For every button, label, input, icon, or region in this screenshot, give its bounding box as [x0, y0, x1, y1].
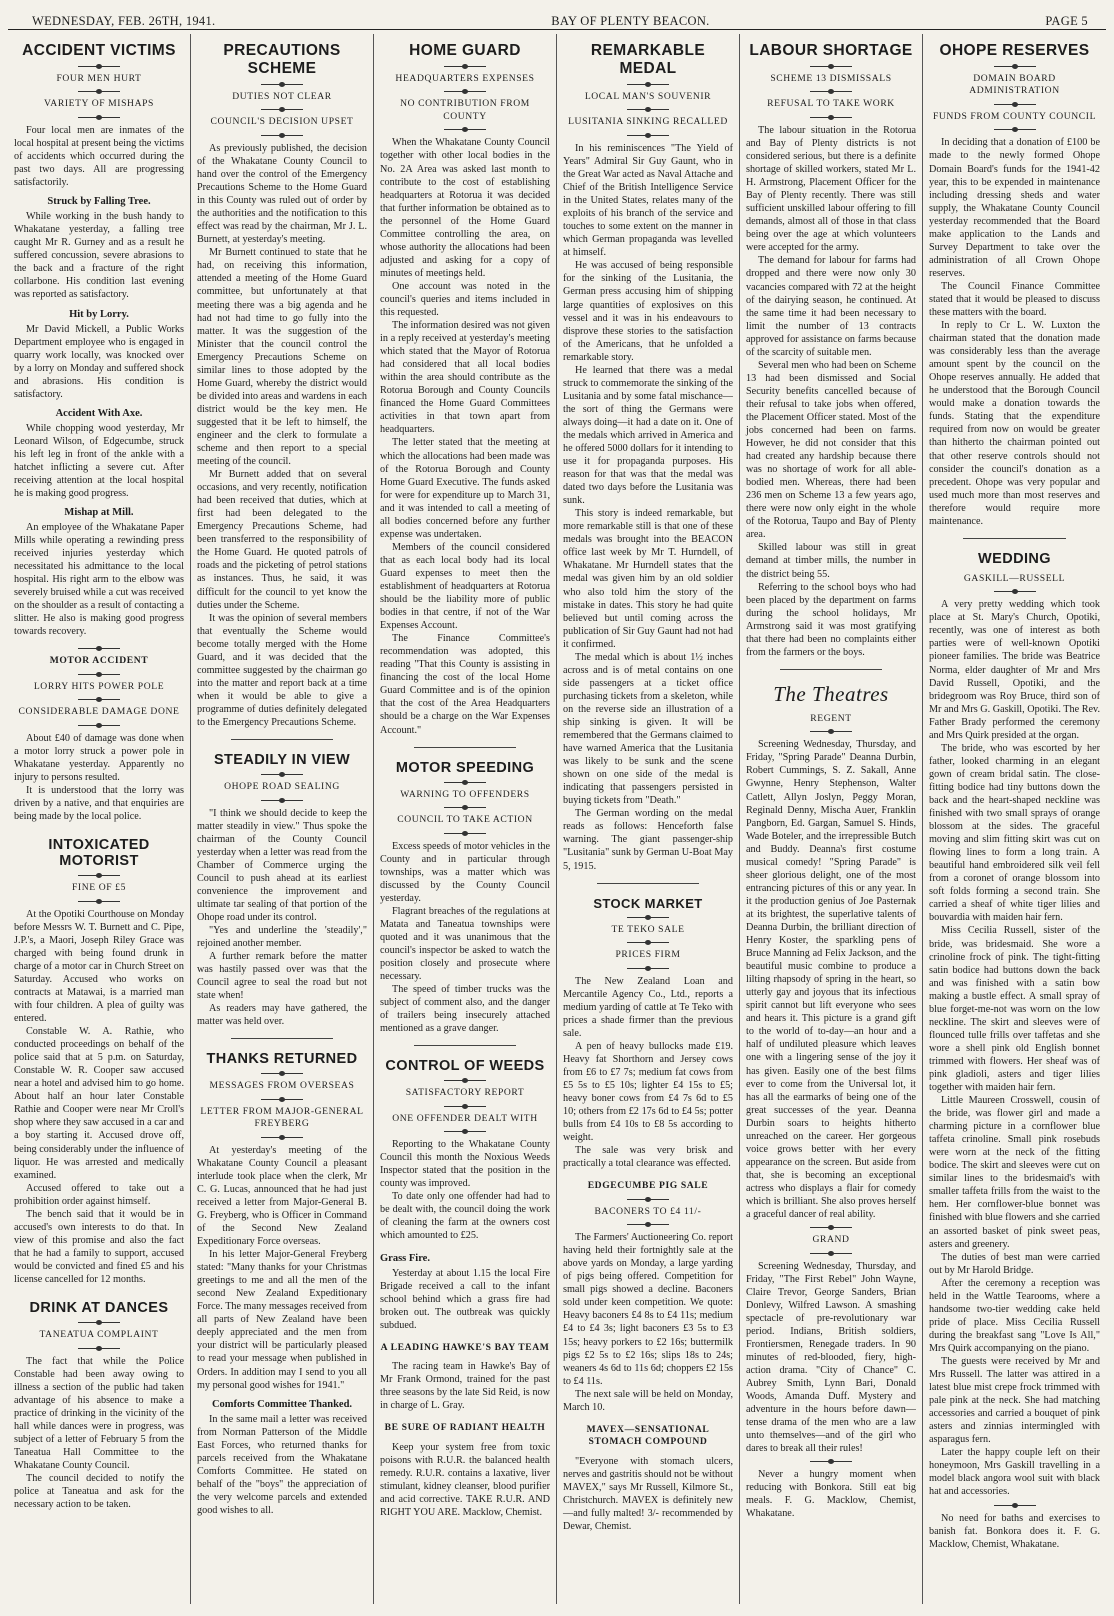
subheading: DUTIES NOT CLEAR	[232, 91, 332, 102]
subheading: ONE OFFENDER DEALT WITH	[392, 1112, 538, 1124]
paragraph: The bride, who was escorted by her father, looked charming in an elegant gown of cream bridal satin. The close-fitting bodice had tiny buttons down the back and the heart-shaped neckline was finished with two small sprays of orange blossom at the sides. The graceful moving and slim fitting skirt was cut on flowing lines to form a long train. A beautiful hand embroidered silk veil fell from a coronet of orange blossom into soft folds forming a second train. She carried a sheaf of white tiger lilies and bouvardia with maiden hair fern.	[929, 742, 1100, 924]
paragraph: Referring to the school boys who had been placed by the department on farms during the school holidays, Mr Armstrong said it was most gratifying that there had been no complaints either from the farmers or the boys.	[746, 581, 916, 658]
paragraph: Reporting to the Whakatane County Council this month the Noxious Weeds Inspector stated that the position in the county was improved.	[380, 1139, 550, 1190]
divider	[627, 968, 669, 969]
article-title: ACCIDENT VICTIMS	[22, 42, 176, 59]
column-1	[8, 34, 191, 1604]
divider	[810, 117, 852, 118]
divider	[627, 942, 669, 943]
paragraph: In his reminiscences "The Yield of Years" Admiral Sir Guy Gaunt, who in the Great War acted as Naval Attache and Chief of the British Intelligence Service in the United States, relates many of the exploits of his branch of the service and touches to some extent on the manner in which German propaganda was levelled at himself.	[563, 142, 733, 259]
paragraph: This story is indeed remarkable, but more remarkable still is that one of these medals was brought into the BEACON office last week by Mr T. Hurndell, of Whakatane. Mr Hurndell states that the medal was given him by an old soldier who also told him the story of the mistake in dates. This story he had quite believed but until coming across the publication of Sir Guy Gaunt had not had it confirmed.	[563, 508, 733, 650]
section-heading: Struck by Falling Tree.	[47, 196, 151, 208]
article-title: MAVEX—SENSATIONAL STOMACH COMPOUND	[586, 1423, 710, 1448]
paragraph: While working in the bush handy to Whakatane yesterday, a falling tree caught Mr R. Gurney and as a result he suffered concussion, severe abrasions to the back and a fracture of the right collarbone. His condition last evening was reported as satisfactory.	[14, 211, 184, 301]
subheading: BACONERS TO £4 11/-	[594, 1205, 702, 1217]
article-title: EDGECUMBE PIG SALE	[587, 1180, 709, 1192]
divider	[261, 774, 303, 775]
paragraph: A pen of heavy bullocks made £19. Heavy fat Shorthorn and Jersey cows from £6 to £7 7s; medium fat cows from £5 5s to £5 10s; lighter £4 15s to £5; heavy boner cows from £4 7s 6d to £5 10; others from £2 17s 6d to £4 5s; potter bulls from £4 10s to £8 5s according to weight.	[563, 1040, 733, 1144]
divider	[78, 91, 120, 92]
paragraph: It is understood that the lorry was driven by a native, and that enquiries are being made by the local police.	[14, 785, 184, 823]
divider	[444, 833, 486, 834]
divider	[78, 699, 120, 700]
columns	[8, 34, 1106, 1604]
paragraph: The guests were received by Mr and Mrs Russell. The latter was attired in a latest blue mist crepe frock trimmed with pale pink at the neck. She had matching accessories and carried a bouquet of pink asters and zinnias intermingled with asparagus fern.	[929, 1356, 1100, 1446]
paragraph: The fact that while the Police Constable had been away owing to illness a section of the public had taken advantage of his absence to make a practice of drinking in the vicinity of the hall while dances were in progress, was subject of a letter of February 5 from the Taneatua Hall Committee to the Whakatane County Council.	[14, 1355, 184, 1471]
advert-mavex	[563, 1424, 733, 1533]
paragraph: The letter stated that the meeting at which the allocations had been made was of the Rotorua Borough and County Home Guard Executive. The funds asked for were for expenditure up to March 31, and it was intended to call a meeting of all bodies concerned before any further expense was undertaken.	[380, 437, 550, 540]
article-title: MOTOR ACCIDENT	[49, 655, 149, 667]
divider	[994, 66, 1036, 67]
section-heading: Accident With Axe.	[55, 407, 143, 419]
issue-date: WEDNESDAY, FEB. 26TH, 1941.	[32, 14, 216, 28]
paragraph: Mr David Mickell, a Public Works Department employee who is engaged in quarry work locally, was knocked over by a lorry on Monday and suffered shock and abrasions. His condition is satisfactory.	[14, 323, 184, 400]
divider	[444, 807, 486, 808]
subheading: REFUSAL TO TAKE WORK	[767, 98, 895, 110]
divider	[444, 1080, 486, 1081]
advert-radiant-health	[380, 1422, 550, 1519]
article-home-guard	[380, 38, 550, 737]
page-number: PAGE 5	[1045, 14, 1088, 28]
article-title: REMARKABLE MEDAL	[590, 42, 706, 77]
section-heading: Grass Fire.	[380, 1252, 430, 1264]
subheading: COUNCIL TO TAKE ACTION	[397, 814, 533, 826]
paragraph: The German wording on the medal reads as follows: Henceforth false warning. The giant passenger-ship "Lusitania" sunk by German U-Boat May 5, 1915.	[563, 808, 733, 872]
paragraph: The Council Finance Committee stated that it would be pleased to discuss these matters with the board.	[929, 280, 1100, 319]
separator	[963, 538, 1066, 539]
paper-title: BAY OF PLENTY BEACON.	[551, 14, 710, 28]
paragraph: Excess speeds of motor vehicles in the County and in particular through townships, was a matter which was discussed by the County Council yesterday.	[380, 840, 550, 904]
divider	[261, 1073, 303, 1074]
article-edgecumbe-pig-sale	[563, 1180, 733, 1414]
paragraph: "Everyone with stomach ulcers, nerves and gastritis should not be without MAVEX," says Mr Russell, Kilmore St., Christchurch. MAVEX is definitely new—and fully malted! 3/- recommended by Dewar, Chemist.	[563, 1455, 733, 1532]
paragraph: The bench said that it would be in accused's own interests to do that. In view of this promise and also the fact that he had a family to support, accused would be convicted and fined £5 and his license cancelled for 12 months.	[14, 1208, 184, 1285]
paragraph: The racing team in Hawke's Bay of Mr Frank Ormond, trained for the past three seasons by the late Sid Reid, is now in charge of L. Gray.	[380, 1361, 550, 1412]
divider	[627, 917, 669, 918]
subheading: LUSITANIA SINKING RECALLED	[568, 116, 728, 128]
paragraph: Several men who had been on Scheme 13 had been dismissed and Social Security benefits cancelled because of their refusal to take jobs when offered, the Placement Officer stated. Most of the jobs concerned had been on farms. However, he did not consider that this had created any hardship because there was no shortage of work for all able-bodied men. Whereas, there had been 236 men on Scheme 13 a few years ago, there were now only eight in the whole of the Rotorua, Taupo and Bay of Plenty area.	[746, 359, 916, 541]
article-title: LABOUR SHORTAGE	[749, 42, 913, 59]
divider	[444, 782, 486, 783]
paragraph: As readers may have gathered, the matter was held over.	[197, 1003, 367, 1028]
paragraph: It was the opinion of several members that eventually the Scheme would become totally merged with the Home Guard, and it was decided that the committee suggested by the chairman go into the matter and report back at a time when it would be able to give a programme of duties definitely delegated to the Emergency Precautions Scheme.	[197, 612, 367, 728]
article-title: THANKS RETURNED	[206, 1051, 358, 1068]
subheading: FINE OF £5	[72, 882, 126, 894]
divider	[810, 1461, 852, 1462]
divider	[810, 731, 852, 732]
paragraph: Miss Cecilia Russell, sister of the bride, was bridesmaid. She wore a crinoline frock of pink. The tight-fitting satin bodice had buttons down the back and was finished with a satin bow making a bustle effect. A small spray of blue forget-me-not was worn on the low neckline. The skirt and sleeves were of flounced tulle frills over taffetas and she wore a shell pink old English bonnet trimmed with flowers. Her sheaf was of pink gladioli, asters and tiger lilies together with maiden hair fern.	[929, 925, 1100, 1094]
article-precautions-scheme	[197, 38, 367, 729]
paragraph: When the Whakatane County Council together with other local bodies in the No. 2A Area was asked last month to contribute to the cost of establishing headquarters at Rotorua it was decided that further information be obtained as to the personnel of the Home Guard Committee controlling the area, on whose authority the allocations had been adjusted and asking for a copy of minutes of meetings held.	[380, 137, 550, 279]
separator	[414, 747, 516, 748]
subheading: DOMAIN BOARD ADMINISTRATION	[969, 73, 1060, 97]
column-5	[740, 34, 923, 1604]
article-title: INTOXICATED MOTORIST	[48, 837, 150, 870]
paragraph: In deciding that a donation of £100 be made to the newly formed Ohope Domain Board's funds for the 1941-42 year, this to be expended in maintenance including dressing sheds and water supply, the Whakatane County Council yesterday recommended that the Board make application to the Lands and Survey Department to take over the administration of all Crown Ohope reserves.	[929, 137, 1100, 279]
subheading: TANEATUA COMPLAINT	[39, 1329, 159, 1341]
divider	[627, 84, 669, 85]
article-title: HOME GUARD	[409, 42, 521, 59]
divider	[78, 725, 120, 726]
divider	[810, 1227, 852, 1228]
divider	[627, 1224, 669, 1225]
article-remarkable-medal	[563, 38, 733, 873]
paragraph: The sale was very brisk and practically a total clearance was effected.	[563, 1145, 733, 1170]
paragraph: The next sale will be held on Monday, March 10.	[563, 1388, 733, 1413]
paragraph: Screening Wednesday, Thursday, and Friday, "The First Rebel" John Wayne, Claire Trevor, George Sanders, Brian Donlevy, Wilfred Lawson. A smashing spectacle of pre-revolutionary war period. Indians, British soldiers, Frontiersmen, Renegade traders. In 90 minutes of red-blooded, fiery, high-action drama. "City of Chance" C. Aubrey Smith, Lynn Bari, Donald Woods, Amanda Duff. Mystery and adventure in the hours before dawn—tense drama of the men who are a law unto themselves—and of the girl who dares to break all their rules!	[746, 1260, 916, 1455]
paragraph: The duties of best man were carried out by Mr Harold Bridge.	[929, 1251, 1100, 1276]
separator	[231, 1038, 333, 1039]
article-the-theatres	[746, 669, 916, 1521]
subheading: FUNDS FROM COUNTY COUNCIL	[932, 110, 1097, 122]
divider	[78, 901, 120, 902]
article-accident-victims	[14, 38, 184, 638]
article-motor-speeding	[380, 747, 550, 1036]
paragraph: The Finance Committee's recommendation was adopted, this reading "That this County is assisting in financing the cost of the local Home Guard Committee and is of the opinion that the cost of the Area Headquarters should be a charge on the War Expenses Account."	[380, 633, 550, 736]
divider	[810, 91, 852, 92]
divider	[444, 1106, 486, 1107]
paragraph: Yesterday at about 1.15 the local Fire Brigade received a call to the infant school behind which a grass fire had broken out. The outbreak was quickly subdued.	[380, 1267, 550, 1331]
article-title: OHOPE RESERVES	[939, 42, 1090, 59]
article-title: The Theatres	[773, 681, 889, 706]
subheading: NO CONTRIBUTION FROM COUNTY	[400, 98, 530, 122]
divider	[627, 1199, 669, 1200]
paragraph: Flagrant breaches of the regulations at Matata and Taneatua townships were quoted and it was unanimous that the council's inspector be asked to watch the position closely and prosecute where necessary.	[380, 905, 550, 982]
subheading: OHOPE ROAD SEALING	[224, 781, 340, 793]
article-title: PRECAUTIONS SCHEME	[223, 42, 341, 77]
divider	[994, 1505, 1036, 1506]
divider	[444, 66, 486, 67]
paragraph: In the same mail a letter was received from Norman Patterson of the Middle East Forces, who returned thanks for parcels received from the Whakatane Comforts Committee. He stated on behalf of the "boys" the appreciation of the very welcome parcels and extended good wishes to all.	[197, 1413, 367, 1516]
divider	[627, 135, 669, 136]
divider	[261, 800, 303, 801]
section-heading: Hit by Lorry.	[69, 308, 129, 320]
paragraph: An employee of the Whakatane Paper Mills while operating a rewinding press received injuries yesterday which necessitated his admittance to the local hospital. His right arm to the elbow was severely bruised while a cut was received on the shoulder as a result of contacting a slitter. He also is making good progress towards recovery.	[14, 522, 184, 638]
separator	[780, 669, 882, 670]
paragraph: "Yes and underline the 'steadily'," rejoined another member.	[197, 924, 367, 949]
subheading: CONSIDERABLE DAMAGE DONE	[18, 706, 180, 718]
paragraph: The speed of timber trucks was the subject of comment also, and the danger of trailers being insecurely attached mentioned as a grave danger.	[380, 984, 550, 1035]
paragraph: As previously published, the decision of the Whakatane County Council to hand over the control of the Emergency Precautions Scheme to the Home Guard in this County was ruled out of order by the authorities and the notification to this effect was read by the chairman, Mr J. L. Burnett, at yesterday's meeting.	[197, 142, 367, 246]
paragraph: About £40 of damage was done when a motor lorry struck a power pole in Whakatane yesterday. Apparently no injury to persons resulted.	[14, 732, 184, 784]
article-title: BE SURE OF RADIANT HEALTH	[384, 1422, 546, 1434]
paragraph: To date only one offender had had to be dealt with, the council doing the work of cleaning the farm at the owners cost which amounted to £25.	[380, 1191, 550, 1242]
section-heading: Mishap at Mill.	[64, 507, 134, 519]
divider	[78, 674, 120, 675]
divider	[78, 875, 120, 876]
divider	[78, 66, 120, 67]
paragraph: A very pretty wedding which took place at St. Mary's Church, Opotiki, recently, was one of interest as both parties were of well-known Opotiki pioneer families. The bride was Beatrice Norma, elder daughter of Mr and Mrs David Russell, Opotiki, and the bridegroom was Roy Bruce, third son of Mr and Mrs G. Gaskill, Opotiki. The Rev. Father Brady performed the ceremony and Mrs Quirk presided at the organ.	[929, 599, 1100, 741]
subheading: LOCAL MAN'S SOUVENIR	[584, 91, 712, 102]
paragraph: Four local men are inmates of the local hospital at present being the victims of accidents which occurred during the past two days. All are progressing satisfactorily.	[14, 124, 184, 189]
paragraph: The labour situation in the Rotorua and Bay of Plenty districts is not considered serious, but there is a definite shortage of skilled workers, stated Mr L. H. Armstrong, Placement Officer for the Bay of Plenty recently. There was still sufficient unskilled labour offering to fill demands, almost all of those in that class being over the age at which volunteers were accepted for the army.	[746, 124, 916, 254]
paragraph: Accused offered to take out a prohibition order against himself.	[14, 1182, 184, 1207]
paragraph: Mr Burnett added that on several occasions, and very recently, notification had been received that duties, which at first had been delegated to the Emergency Precautions Scheme, had been transferred to the responsibility of the Home Guard. He quoted patrols of roads and the picketing of petrol stations as instances. Thus, he said, it was difficult for the council to yet know the duties under the Scheme.	[197, 469, 367, 611]
paragraph: Screening Wednesday, Thursday, and Friday, "Spring Parade" Deanna Durbin, Robert Cummings, S. Z. Sakall, Anne Gwynne, Henry Stephenson, Walter Catlett, Allyn Joslyn, Peggy Moran, Reginald Denny, Mischa Auer, Franklin Pangborn, Ed. Gargan, Samuel S. Hinds, Wade Boteler, and the irrepressible Butch and Buddy. Deanna's first costume musical comedy! "Spring Parade" is sheer glorious delight, one of the most entrancing pictures of this or any year. In it the production genius of Joe Pasternak at its brightest, the superlative talents of Deanna Durbin, the brilliant direction of Henry Koster, the sparkling pens of Bruce Manning ad Felix Jackson, and the beautiful music combine to produce a lilting rhapsody of spring in the heart, so utterly gay and joyous that its infectious spirit cannot but lift everyone who sees and hears it. This picture is a grand gift to the world of to-day—an hour and a half of undiluted pleasure which leaves one with a lingering sense of the joy it has given. Easily one of the best films ever to come from the Universal lot, it has all the earmarks of being one of the great successes of the year. Deanna Durbin soars to heights hitherto unreached on the career. Her gorgeous voice grows better with her every appearance on the screen. But aside from that, she is becoming an exceptional actress who displays a flair for comedy which is brilliant. She also proves herself a graceful dancer of real ability.	[746, 739, 916, 1221]
subheading: COUNCIL'S DECISION UPSET	[210, 116, 354, 128]
paragraph: At the Opotiki Courthouse on Monday before Messrs W. T. Burnett and C. Pipe, J.P.'s, a Maori, Joseph Riley Grace was charged with being found drunk in charge of a motor car in Church Street on Saturday. Accused who works on contracts at Matawai, is a married man with four children. A plea of guilty was entered.	[14, 908, 184, 1025]
paragraph: The medal which is about 1½ inches across and is of metal contains on one side passengers at a ticket office purchasing tickets from a skeleton, while on the reverse side an illustration of a ship sinking is given. It will be remembered that the Germans claimed to have warned America that the Lusitania was likely to be sunk and the scene shown on one side of the medal is indicating that passengers persisted in buying tickets from "Death."	[563, 651, 733, 807]
divider	[78, 1322, 120, 1323]
article-hawkes-bay	[380, 1342, 550, 1413]
column-6	[923, 34, 1106, 1604]
paragraph: He was accused of being responsible for the sinking of the Lusitania, the German press accusing him of shipping large quantities of explosives on this vessel and it was in his endeavours to disprove these stories to the satisfaction of the Americans, that he unfolded a remarkable story.	[563, 260, 733, 363]
article-drink-at-dances	[14, 1296, 184, 1511]
separator	[231, 739, 333, 740]
paragraph: The New Zealand Loan and Mercantile Agency Co., Ltd., reports a medium yarding of cattle at Te Teko with prices a shade firmer than the previous sale.	[563, 975, 733, 1039]
subheading: REGENT	[810, 712, 852, 724]
paragraph: A further remark before the matter was hastily passed over was that the Council agree to seal the road but not state when!	[197, 951, 367, 1002]
paragraph: Constable W. A. Rathie, who conducted proceedings on behalf of the police said that at 5 p.m. on Saturday, Constable W. R. Cooper saw accused near a hotel and advised him to go home. About half an hour later Constable Rathie and Cooper were near Mr Croll's shop where they saw accused in a car and a boy starting it. Accused drove off, being considerably under the influence of liquor. He was arrested and medically examined.	[14, 1026, 184, 1181]
article-steadily-in-view	[197, 739, 367, 1028]
divider	[444, 1131, 486, 1132]
paragraph: No need for baths and exercises to banish fat. Bonkora does it. F. G. Macklow, Chemist, Whakatane.	[929, 1512, 1100, 1550]
divider	[78, 1348, 120, 1349]
subheading: GASKILL—RUSSELL	[963, 572, 1066, 584]
article-grass-fire	[380, 1253, 550, 1332]
subheading: SCHEME 13 DISMISSALS	[770, 73, 892, 84]
subheading: FOUR MEN HURT	[56, 73, 142, 84]
article-labour-shortage	[746, 38, 916, 659]
separator	[597, 883, 699, 884]
article-title: MOTOR SPEEDING	[395, 759, 535, 776]
section-heading: Comforts Committee Thanked.	[211, 1398, 353, 1410]
paragraph: After the ceremony a reception was held in the Wattle Tearooms, where a handsome two-tier wedding cake held pride of place. Miss Cecilia Russell during the breakfast sang "Love Is All," Mrs Quirk accompanying on the piano.	[929, 1277, 1100, 1354]
subheading: PRICES FIRM	[615, 949, 681, 961]
column-2	[191, 34, 374, 1604]
article-title: STOCK MARKET	[593, 895, 703, 911]
paragraph: Never a hungry moment when reducing with Bonkora. Still eat big meals. F. G. Macklow, Chemist, Whakatane.	[746, 1469, 916, 1520]
divider	[444, 91, 486, 92]
article-title: STEADILY IN VIEW	[213, 752, 351, 769]
paragraph: The council decided to notify the police at Taneatua and ask for the necessary action to be taken.	[14, 1472, 184, 1511]
paragraph: While chopping wood yesterday, Mr Leonard Wilson, of Edgecumbe, struck his left leg in front of the ankle with a hatchet inflicting a severe cut. After receiving attention at the local hospital he is making good progress.	[14, 422, 184, 500]
subheading: HEADQUARTERS EXPENSES	[395, 73, 535, 84]
paragraph: "I think we should decide to keep the matter steadily in view." Thus spoke the chairman of the County Council yesterday when a letter was read from the Chamber of Commerce urging the Council to push ahead at its earliest convenience the improvement and ultimate tar sealing of that portion of the Ohope road under its control.	[197, 807, 367, 923]
article-title: CONTROL OF WEEDS	[385, 1058, 545, 1075]
masthead	[8, 0, 1106, 30]
column-4	[557, 34, 740, 1604]
paragraph: Mr Burnett continued to state that he had, on receiving this information, attended a meeting of the Home Guard committee, but unfortunately at that meeting there was a big agenda and he had not had time to go fully into the matter. It was the suggestion of the Minister that the council control the Emergency Precautions Scheme on similar lines to those adopted by the Home Guard, whereby the district would be divided into areas and wardens in each district would be the key men. He suggested that it be left to himself, the engineer and the clerk to formulate a scheme and then report to a special meeting of the council.	[197, 247, 368, 468]
article-title: DRINK AT DANCES	[29, 1300, 169, 1317]
divider	[810, 66, 852, 67]
article-motor-accident	[14, 648, 184, 823]
subheading: LORRY HITS POWER POLE	[33, 680, 165, 692]
paragraph: Keep your system free from toxic poisons with R.U.R. the balanced health remedy. R.U.R. contains a laxative, liver stimulant, kidney cleanser, blood purifier and acid corrective. TAKE R.U.R. AND RIGHT YOU ARE. Macklow, Chemist.	[380, 1441, 550, 1519]
divider	[261, 1137, 303, 1138]
divider	[261, 84, 303, 85]
divider	[444, 129, 486, 130]
subheading: VARIETY OF MISHAPS	[44, 98, 154, 110]
divider	[994, 591, 1036, 592]
article-title: WEDDING	[978, 550, 1051, 567]
article-ohope-reserves	[929, 38, 1100, 528]
divider	[994, 104, 1036, 105]
paragraph: He learned that there was a medal struck to commemorate the sinking of the Lusitania and by some fatal mischance—the sort of thing the Germans were always doing—it had a date on it. One of the medals which arrived in America and he offered 5000 dollars for it intending to use it for propaganda purposes. His reason for that was that the medal was dated two days before the Lusitania was sunk.	[563, 364, 733, 507]
paragraph: Skilled labour was still in great demand at timber mills, the number in the district being 55.	[746, 542, 916, 580]
paragraph: The information desired was not given in a reply received at yesterday's meeting which stated that the Mayor of Rotorua had considered that all local bodies within the area should contribute as the Rotorua Borough and County Councils financed the Home Guard Committees activities in that town apart from headquarters.	[380, 320, 550, 436]
paragraph: One account was noted in the council's queries and items included in this requested.	[380, 280, 550, 319]
divider	[810, 1253, 852, 1254]
paragraph: In reply to Cr L. W. Luxton the chairman stated that the donation made was considerably less than the average amount spent by the council on the Ohope reserves annually. He added that he understood that the Borough Council would make a donation towards the funds. Stating that the expenditure required from now on would be greater than hitherto the chairman pointed out that other reserve controls should not consider the council's donation as a precedent. Ohope was very popular and used much more than most reserves and therefore would require more maintenance.	[929, 320, 1100, 527]
paragraph: Later the happy couple left on their honeymoon, Mrs Gaskill travelling in a model black angora wool suit with black hat and accessories.	[929, 1447, 1100, 1498]
subheading: MESSAGES FROM OVERSEAS	[209, 1080, 355, 1092]
subheading: WARNING TO OFFENDERS	[400, 788, 530, 800]
subheading: GRAND	[812, 1234, 850, 1246]
separator	[414, 1045, 516, 1046]
article-thanks-returned	[197, 1038, 367, 1517]
paragraph: The Farmers' Auctioneering Co. report having held their fortnightly sale at the above yards on Monday, a large yarding of pigs being offered. Competition for small pigs showed a decline. Baconers sold under keen competition. We quote: Heavy baconers £4 8s to £4 11s; medium £4 to £4 3s; light baconers £3 5s to £3 15s; heavy porkers to £2 16s; buttermilk pigs £2 5s to £2 16s; slips 18s to 24s; weaners 4s 6d to 11s 6d; choppers £2 15s to £4 11s.	[563, 1232, 733, 1387]
article-control-of-weeds	[380, 1045, 550, 1242]
divider	[78, 648, 120, 649]
paragraph: In his letter Major-General Freyberg stated: "Many thanks for your Christmas greetings to me and all the men of the second New Zealand Expeditionary Force. The many messages received from all parts of New Zealand have been deeply appreciated and the men from your district will be particularly pleased to read your message when published in Orders. In addition may I send to you all my personal good wishes for 1941."	[197, 1249, 367, 1391]
article-title: A LEADING HAWKE'S BAY TEAM	[380, 1341, 550, 1353]
divider	[994, 129, 1036, 130]
divider	[78, 117, 120, 118]
subheading: LETTER FROM MAJOR-GENERAL FREYBERG	[200, 1105, 364, 1130]
divider	[261, 109, 303, 110]
subheading: SATISFACTORY REPORT	[405, 1087, 525, 1099]
paragraph: The demand for labour for farms had dropped and there were now only 30 vacancies compared with 72 at the height of the dairying season, he continued. At the same time it had been necessary to limit the number of 13 contracts approved for assistance on farms because of the scarcity of suitable men.	[746, 255, 916, 358]
paragraph: At yesterday's meeting of the Whakatane County Council a pleasant interlude took place when the clerk, Mr C. G. Lucas, announced that he had just received a letter from Major-General B. G. Freyberg, who is Officer in Command of the Second New Zealand Expeditionary Force overseas.	[197, 1144, 367, 1248]
divider	[261, 1099, 303, 1100]
paragraph: Members of the council considered that as each local body had its local Guard expenses to meet then the establishment of headquarters at Rotorua should be the liability more of public bodies in that centre, if not of the War Expenses Account.	[380, 541, 550, 632]
subheading: TE TEKO SALE	[611, 923, 685, 935]
article-intoxicated-motorist	[14, 833, 184, 1286]
divider	[261, 135, 303, 136]
paragraph: Little Maureen Crosswell, cousin of the bride, was flower girl and made a charming picture in a cornflower blue taffeta crinoline. Small pink rosebuds were worn at the neck of the fitting bodice. The skirt and sleeves were cut on similar lines to the bridesmaid's with smaller taffeta frills from the waist to the hem. Her cornflower-blue bonnet was finished with blue flowers and she carried an assorted basket of pink sweet peas, asters and greenery.	[929, 1095, 1100, 1250]
article-stock-market	[563, 883, 733, 1171]
column-3	[374, 34, 557, 1604]
article-wedding	[929, 538, 1100, 1551]
divider	[627, 109, 669, 110]
